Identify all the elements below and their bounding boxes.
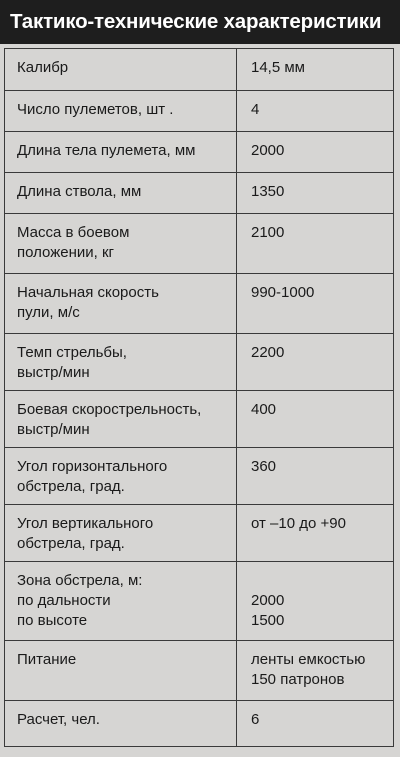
row-value: от –10 до +90: [251, 515, 346, 532]
table-row: [5, 448, 393, 505]
row-label: Боевая скорострельность, выстр/мин: [5, 391, 237, 447]
row-value: 2100: [251, 224, 285, 241]
table-row: [5, 391, 393, 448]
table-row: [5, 132, 393, 173]
page-title: Тактико-технические характеристики: [0, 0, 400, 44]
table-row: [5, 49, 393, 91]
table-row: [5, 91, 393, 132]
specs-table: [4, 48, 394, 747]
row-value: 2000: [251, 142, 285, 159]
row-value: 2000 1500: [251, 592, 285, 629]
row-label: Питание: [5, 641, 237, 700]
table-row: [5, 274, 393, 334]
table-row: [5, 173, 393, 214]
row-label: Угол горизонтального обстрела, град.: [5, 448, 237, 504]
row-label: Число пулеметов, шт .: [5, 91, 237, 131]
row-label: Угол вертикального обстрела, град.: [5, 505, 237, 561]
table-row: [5, 214, 393, 274]
row-value: 14,5 мм: [251, 59, 305, 76]
row-value: 400: [251, 401, 277, 418]
row-label: Калибр: [5, 49, 237, 90]
row-label: Длина тела пулемета, мм: [5, 132, 237, 172]
row-label: Масса в боевом положении, кг: [5, 214, 237, 273]
row-value: 360: [251, 458, 277, 475]
row-label: Длина ствола, мм: [5, 173, 237, 213]
table-row: [5, 641, 393, 701]
table-row: [5, 701, 393, 747]
row-value: 1350: [251, 183, 285, 200]
row-value: 990-1000: [251, 284, 315, 301]
table-row: [5, 562, 393, 641]
row-value: ленты емкостью 150 патронов: [251, 651, 366, 688]
row-label: Начальная скорость пули, м/с: [5, 274, 237, 333]
row-label: Зона обстрела, м: по дальности по высоте: [5, 562, 237, 640]
table-row: [5, 505, 393, 562]
row-value: 4: [251, 101, 260, 118]
row-label: Темп стрельбы, выстр/мин: [5, 334, 237, 390]
row-value: 2200: [251, 344, 285, 361]
row-value: 6: [251, 711, 260, 728]
table-row: [5, 334, 393, 391]
row-label: Расчет, чел.: [5, 701, 237, 746]
